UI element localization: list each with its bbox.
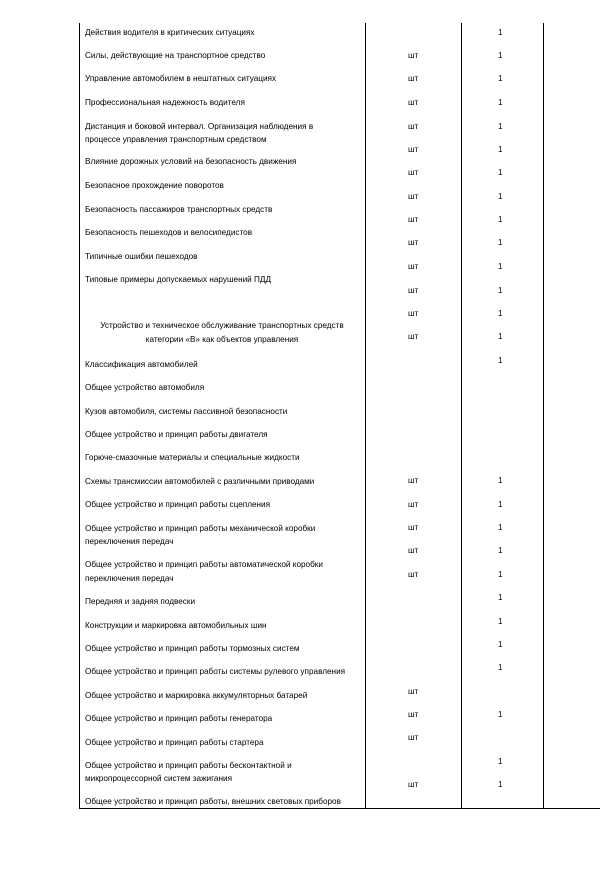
item-name: Влияние дорожных условий на безопасность движения — [85, 157, 297, 166]
item-name: Общее устройство и принцип работы системы рулевого управления — [85, 667, 346, 676]
unit-cell: шт — [408, 145, 419, 154]
unit-cell: шт — [408, 476, 419, 485]
item-name: Конструкции и маркировка автомобильных шин — [85, 621, 267, 630]
unit-cell: шт — [408, 192, 419, 201]
item-name: переключения передач — [85, 574, 174, 583]
item-name: Общее устройство автомобиля — [85, 383, 205, 392]
quantity-cell: 1 — [498, 593, 503, 602]
item-name: Классификация автомобилей — [85, 360, 198, 369]
section-heading: Устройство и техническое обслуживание транспортных средств — [100, 321, 344, 330]
item-name: Безопасное прохождение поворотов — [85, 181, 224, 190]
item-name: Типовые примеры допускаемых нарушений ПДД — [85, 275, 272, 284]
item-name: переключения передач — [85, 537, 174, 546]
quantity-cell: 1 — [498, 122, 503, 131]
quantity-cell: 1 — [498, 500, 503, 509]
unit-cell: шт — [408, 780, 419, 789]
item-name: Общее устройство и принцип работы стартера — [85, 738, 264, 747]
quantity-cell: 1 — [498, 238, 503, 247]
item-name: Кузов автомобиля, системы пассивной безопасности — [85, 407, 288, 416]
item-name: Силы, действующие на транспортное средство — [85, 51, 266, 60]
unit-cell: шт — [408, 51, 419, 60]
unit-cell: шт — [408, 98, 419, 107]
quantity-cell: 1 — [498, 523, 503, 532]
item-name: Дистанция и боковой интервал. Организация наблюдения в — [85, 122, 314, 131]
quantity-cell: 1 — [498, 98, 503, 107]
unit-cell: шт — [408, 262, 419, 271]
unit-cell: шт — [408, 286, 419, 295]
item-name: Общее устройство и принцип работы генератора — [85, 714, 273, 723]
item-name: Горюче-смазочные материалы и специальные жидкости — [85, 453, 300, 462]
quantity-cell: 1 — [498, 74, 503, 83]
quantity-cell: 1 — [498, 663, 503, 672]
unit-cell: шт — [408, 332, 419, 341]
unit-cell: шт — [408, 122, 419, 131]
unit-cell: шт — [408, 523, 419, 532]
unit-cell: шт — [408, 546, 419, 555]
item-name: Передняя и задняя подвески — [85, 597, 196, 606]
unit-cell: шт — [408, 500, 419, 509]
quantity-cell: 1 — [498, 215, 503, 224]
unit-cell: шт — [408, 238, 419, 247]
item-name: Управление автомобилем в нештатных ситуациях — [85, 74, 277, 83]
column-divider-1 — [365, 23, 366, 809]
quantity-cell: 1 — [498, 617, 503, 626]
item-name: Безопасность пешеходов и велосипедистов — [85, 228, 253, 237]
quantity-cell: 1 — [498, 309, 503, 318]
quantity-cell: 1 — [498, 546, 503, 555]
item-name: Общее устройство и принцип работы сцепления — [85, 500, 271, 509]
quantity-cell: 1 — [498, 476, 503, 485]
item-name: Общее устройство и принцип работы автоматической коробки — [85, 560, 323, 569]
table-border-bottom — [79, 808, 600, 809]
item-name: микропроцессорной систем зажигания — [85, 774, 233, 783]
item-name: Типичные ошибки пешеходов — [85, 252, 198, 261]
item-name: Безопасность пассажиров транспортных средств — [85, 205, 273, 214]
quantity-cell: 1 — [498, 28, 503, 37]
section-heading: категории «В» как объектов управления — [145, 335, 299, 344]
unit-cell: шт — [408, 215, 419, 224]
quantity-cell: 1 — [498, 262, 503, 271]
quantity-cell: 1 — [498, 192, 503, 201]
item-name: Общее устройство и принцип работы механической коробки — [85, 524, 316, 533]
quantity-cell: 1 — [498, 332, 503, 341]
quantity-cell: 1 — [498, 168, 503, 177]
quantity-cell: 1 — [498, 757, 503, 766]
equipment-table — [79, 23, 600, 809]
item-name: Общее устройство и принцип работы двигателя — [85, 430, 268, 439]
quantity-cell: 1 — [498, 51, 503, 60]
item-name: Общее устройство и принцип работы, внешних световых приборов — [85, 797, 341, 806]
item-name: Профессиональная надежность водителя — [85, 98, 245, 107]
item-name: Общее устройство и маркировка аккумуляторных батарей — [85, 691, 308, 700]
item-name: Общее устройство и принцип работы бесконтактной и — [85, 761, 292, 770]
item-name: Схемы трансмиссии автомобилей с различными приводами — [85, 477, 315, 486]
unit-cell: шт — [408, 309, 419, 318]
unit-cell: шт — [408, 710, 419, 719]
unit-cell: шт — [408, 687, 419, 696]
quantity-cell: 1 — [498, 570, 503, 579]
table-border-left — [79, 23, 80, 809]
column-divider-2 — [461, 23, 462, 809]
unit-cell: шт — [408, 733, 419, 742]
quantity-cell: 1 — [498, 145, 503, 154]
item-name: Общее устройство и принцип работы тормозных систем — [85, 644, 300, 653]
quantity-cell: 1 — [498, 710, 503, 719]
unit-cell: шт — [408, 74, 419, 83]
item-name: Действия водителя в критических ситуациях — [85, 28, 255, 37]
quantity-cell: 1 — [498, 640, 503, 649]
quantity-cell: 1 — [498, 780, 503, 789]
quantity-cell: 1 — [498, 286, 503, 295]
unit-cell: шт — [408, 168, 419, 177]
quantity-cell: 1 — [498, 356, 503, 365]
column-divider-3 — [543, 23, 544, 809]
unit-cell: шт — [408, 570, 419, 579]
item-name: процессе управления транспортным средством — [85, 135, 267, 144]
